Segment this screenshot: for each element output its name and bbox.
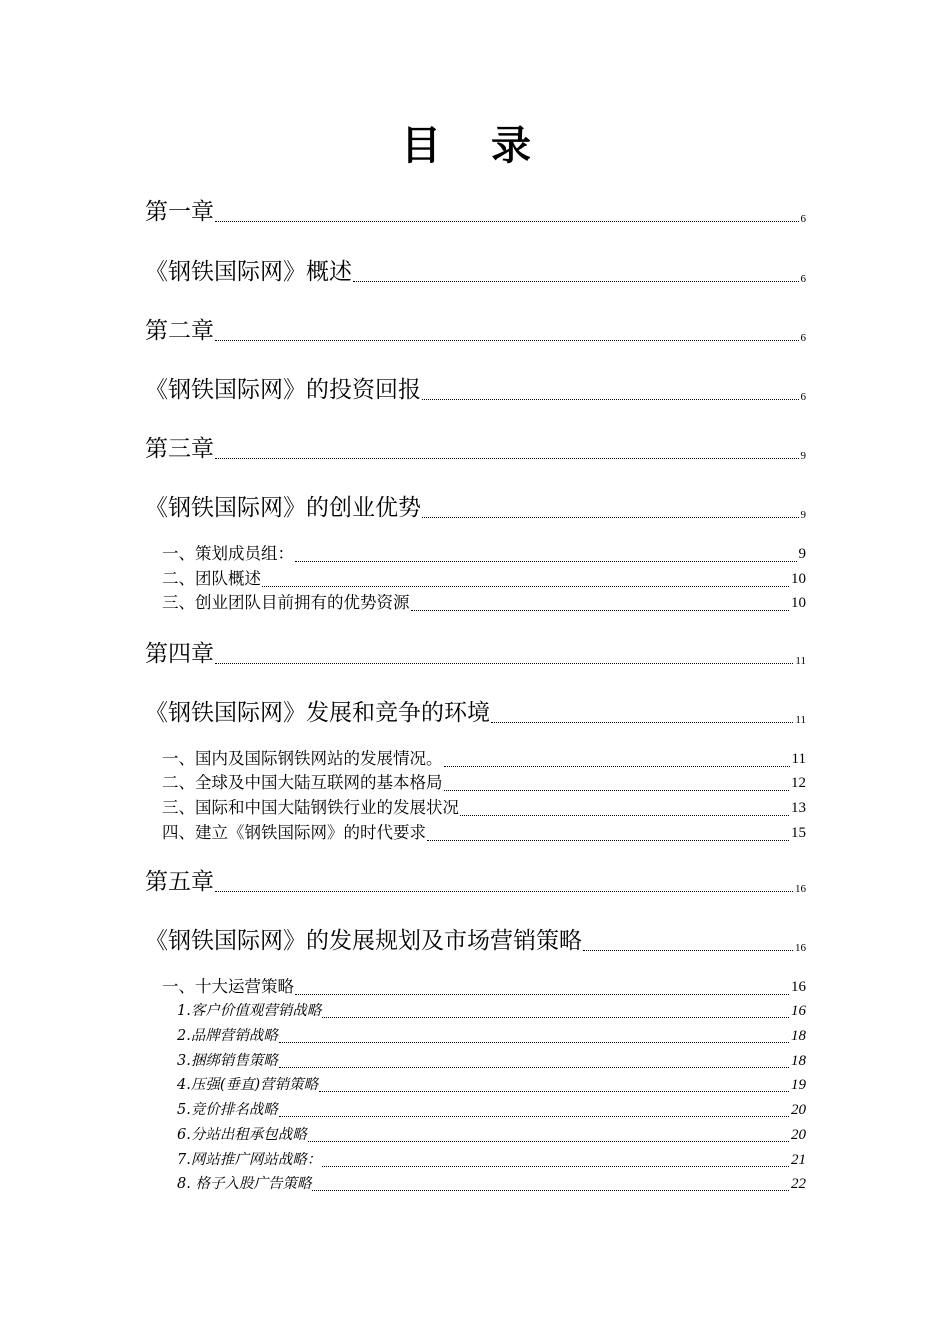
toc-entry[interactable] — [145, 315, 806, 347]
toc-entry[interactable] — [145, 925, 806, 957]
toc-entry[interactable] — [145, 196, 806, 228]
toc-page-number: 10 — [791, 571, 806, 587]
toc-entry-label: 三、国际和中国大陆钢铁行业的发展状况 — [162, 798, 459, 817]
toc-entry[interactable] — [145, 374, 806, 406]
toc-page-number: 6 — [800, 273, 806, 285]
toc-leader-dots — [460, 814, 789, 816]
toc-entry-label: 四、建立《钢铁国际网》的时代要求 — [162, 823, 426, 842]
toc-leader-dots — [444, 789, 790, 791]
toc-entry-label: 第二章 — [145, 318, 214, 344]
toc-page-number: 21 — [791, 1152, 806, 1168]
toc-entry-label: 1.客户价值观营销战略 — [177, 1003, 322, 1019]
toc-leader-dots — [312, 1189, 789, 1191]
toc-leader-dots — [353, 280, 799, 282]
toc-entry-label: 5.竞价排名战略 — [177, 1102, 278, 1118]
toc-entry[interactable] — [162, 771, 806, 795]
toc-entry-label: 一、十大运营策略 — [162, 977, 294, 996]
toc-page-number: 20 — [791, 1127, 806, 1143]
page-title: 目 录 — [401, 123, 549, 169]
toc-leader-dots — [279, 1066, 789, 1068]
toc-entry-label: 第三章 — [145, 436, 214, 462]
toc-leader-dots — [422, 398, 799, 400]
toc-page-number: 15 — [791, 825, 806, 841]
toc-entry[interactable] — [177, 1050, 806, 1072]
toc-entry[interactable] — [177, 1074, 806, 1096]
toc-entry[interactable] — [162, 796, 806, 820]
toc-entry[interactable] — [177, 1099, 806, 1121]
toc-entry-label: 《钢铁国际网》的发展规划及市场营销策略 — [145, 928, 582, 954]
toc-entry[interactable] — [177, 1000, 806, 1022]
toc-entry-label: 2.品牌营销战略 — [177, 1028, 278, 1044]
toc-entry-label: 7.网站推广网站战略： — [177, 1152, 322, 1168]
toc-entry-label: 一、策划成员组： — [162, 544, 294, 563]
toc-entry[interactable] — [162, 542, 806, 566]
toc-entry[interactable] — [145, 256, 806, 288]
toc-leader-dots — [215, 339, 799, 341]
toc-entry-label: 3.捆绑销售策略 — [177, 1053, 278, 1069]
toc-entry-label: 一、国内及国际钢铁网站的发展情况。 — [162, 749, 443, 768]
toc-page-number: 6 — [800, 213, 806, 225]
toc-page-number: 16 — [791, 1003, 806, 1019]
toc-leader-dots — [215, 662, 793, 664]
toc-leader-dots — [322, 1165, 789, 1167]
toc-leader-dots — [215, 220, 799, 222]
toc-page-number: 11 — [795, 655, 806, 667]
toc-entry[interactable] — [145, 492, 806, 524]
toc-leader-dots — [262, 585, 789, 587]
toc-page-number: 9 — [800, 509, 806, 521]
toc-entry[interactable] — [162, 975, 806, 999]
toc-page-number: 13 — [791, 800, 806, 816]
toc-page-number: 11 — [791, 751, 806, 767]
toc-entry[interactable] — [145, 638, 806, 670]
toc-entry-label: 二、全球及中国大陆互联网的基本格局 — [162, 773, 443, 792]
toc-page-number: 9 — [798, 546, 806, 562]
toc-entry[interactable] — [177, 1149, 806, 1171]
toc-entry-label: 第四章 — [145, 641, 214, 667]
toc-page-number: 11 — [795, 714, 806, 726]
toc-page-number: 16 — [791, 979, 806, 995]
toc-entry-label: 第一章 — [145, 199, 214, 225]
toc-entry[interactable] — [162, 567, 806, 591]
toc-leader-dots — [422, 516, 799, 518]
toc-entry-label: 4.压强(垂直)营销策略 — [177, 1077, 319, 1093]
toc-entry[interactable] — [162, 821, 806, 845]
toc-entry[interactable] — [145, 697, 806, 729]
toc-page-number: 19 — [791, 1077, 806, 1093]
toc-entry-label: 8. 格子入股广告策略 — [177, 1176, 312, 1192]
toc-leader-dots — [427, 839, 789, 841]
toc-entry[interactable] — [162, 591, 806, 615]
toc-entry-label: 《钢铁国际网》发展和竞争的环境 — [145, 700, 490, 726]
toc-leader-dots — [411, 609, 790, 611]
toc-leader-dots — [215, 890, 793, 892]
toc-page-number: 18 — [791, 1028, 806, 1044]
toc-page-number: 18 — [791, 1053, 806, 1069]
toc-entry[interactable] — [145, 433, 806, 465]
toc-leader-dots — [322, 1016, 789, 1018]
toc-page-number: 10 — [791, 595, 806, 611]
toc-leader-dots — [295, 993, 789, 995]
toc-leader-dots — [583, 949, 793, 951]
toc-page-number: 6 — [800, 391, 806, 403]
toc-page-number: 6 — [800, 332, 806, 344]
toc-page-number: 16 — [795, 883, 806, 895]
toc-leader-dots — [295, 560, 797, 562]
toc-page-number: 16 — [795, 942, 806, 954]
toc-entry-label: 《钢铁国际网》的投资回报 — [145, 377, 421, 403]
toc-leader-dots — [308, 1140, 789, 1142]
toc-leader-dots — [279, 1115, 789, 1117]
toc-entry-label: 《钢铁国际网》的创业优势 — [145, 495, 421, 521]
toc-page-number: 9 — [800, 450, 806, 462]
toc-entry-label: 第五章 — [145, 869, 214, 895]
toc-entry[interactable] — [177, 1173, 806, 1195]
toc-entry-label: 6.分站出租承包战略 — [177, 1127, 307, 1143]
toc-leader-dots — [444, 765, 790, 767]
toc-entry[interactable] — [145, 866, 806, 898]
toc-page-number: 22 — [791, 1176, 806, 1192]
toc-entry-label: 《钢铁国际网》概述 — [145, 259, 352, 285]
toc-leader-dots — [215, 457, 799, 459]
toc-entry[interactable] — [177, 1025, 806, 1047]
toc-leader-dots — [491, 721, 793, 723]
toc-page-number: 12 — [791, 775, 806, 791]
toc-entry[interactable] — [162, 747, 806, 771]
toc-page-number: 20 — [791, 1102, 806, 1118]
toc-entry[interactable] — [177, 1124, 806, 1146]
toc-leader-dots — [279, 1041, 789, 1043]
toc-entry-label: 三、创业团队目前拥有的优势资源 — [162, 593, 410, 612]
toc-entry-label: 二、团队概述 — [162, 569, 261, 588]
toc-leader-dots — [319, 1090, 789, 1092]
